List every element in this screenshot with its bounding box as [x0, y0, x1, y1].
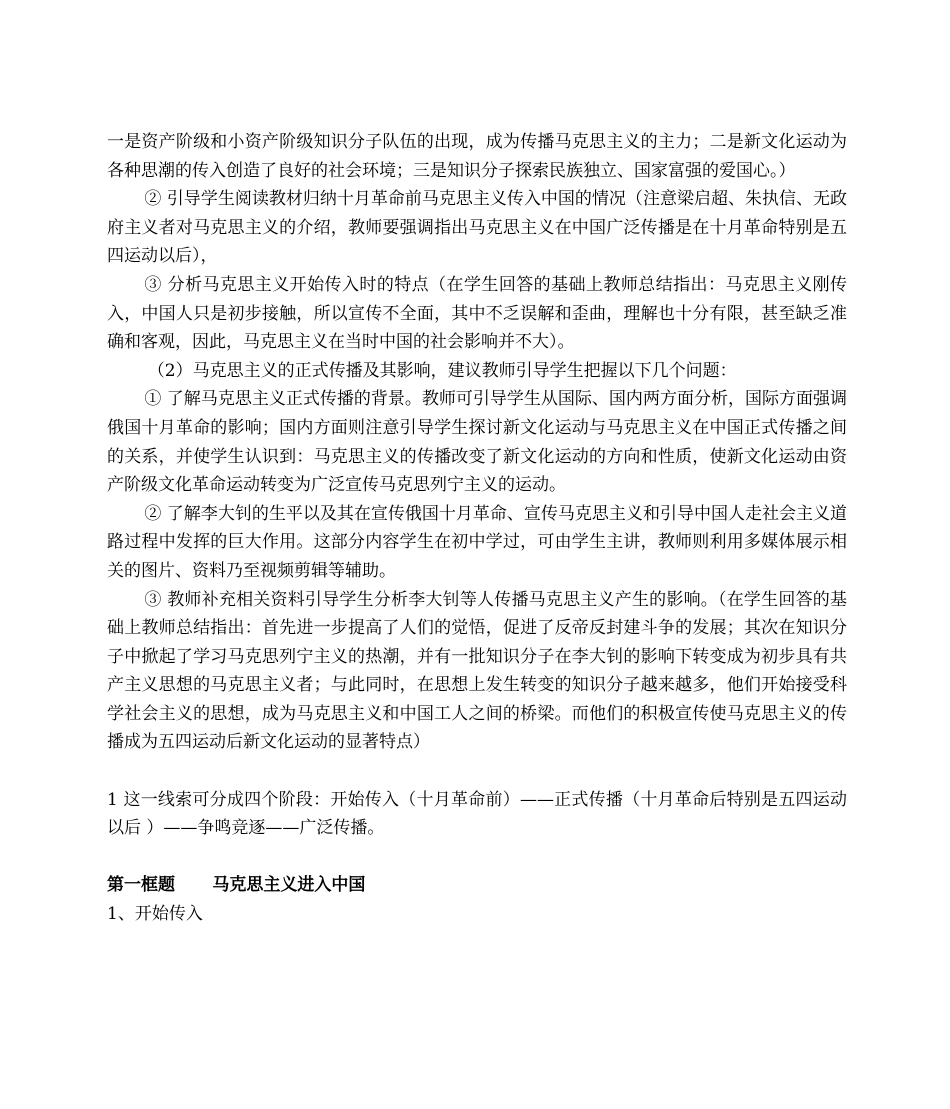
paragraph-section-2: （2）马克思主义的正式传播及其影响，建议教师引导学生把握以下几个问题：: [147, 360, 737, 381]
section-heading-title: 马克思主义进入中国: [212, 875, 366, 896]
section-heading-label: 第一框题: [107, 875, 175, 896]
section-heading: [107, 871, 847, 900]
subheading: 1、开始传入: [107, 904, 203, 925]
paragraph-clue-note: 1 这一线索可分成四个阶段：开始传入（十月革命前）——正式传播（十月革命后特别是五四运动以后 ）——争鸣竞逐——广泛传播。: [107, 789, 847, 839]
document-page: [107, 128, 847, 929]
paragraph-point-2: ② 引导学生阅读教材归纳十月革命前马克思主义传入中国的情况（注意梁启超、朱执信、无政府主义者对马克思主义的介绍，教师要强调指出马克思主义在中国广泛传播是在十月革命特别是五四运动以后），: [107, 189, 847, 267]
paragraph-section-2-point-2: ② 了解李大钊的生平以及其在宣传俄国十月革命、宣传马克思主义和引导中国人走社会主义道路过程中发挥的巨大作用。这部分内容学生在初中学过，可由学生主讲，教师则利用多媒体展示相关的图片、资料乃至视频剪辑等辅助。: [107, 503, 847, 581]
paragraph-section-2-point-1: ① 了解马克思主义正式传播的背景。教师可引导学生从国际、国内两方面分析，国际方面强调俄国十月革命的影响；国内方面则注意引导学生探讨新文化运动与马克思主义在中国正式传播之间的关系，并使学生认识到：马克思主义的传播改变了新文化运动的方向和性质，使新文化运动由资产阶级文化革命运动转变为广泛宣传马克思列宁主义的运动。: [107, 389, 847, 496]
paragraph-section-2-point-3: ③ 教师补充相关资料引导学生分析李大钊等人传播马克思主义产生的影响。（在学生回答的基础上教师总结指出：首先进一步提高了人们的觉悟，促进了反帝反封建斗争的发展；其次在知识分子中掀起了学习马克思列宁主义的热潮，并有一批知识分子在李大钊的影响下转变成为初步具有共产主义思想的马克思主义者；与此同时，在思想上发生转变的知识分子越来越多，他们开始接受科学社会主义的思想，成为马克思主义和中国工人之间的桥梁。而他们的积极宣传使马克思主义的传播成为五四运动后新文化运动的显著特点）: [107, 589, 847, 753]
paragraph-intro-continuation: 一是资产阶级和小资产阶级知识分子队伍的出现，成为传播马克思主义的主力；二是新文化运动为各种思潮的传入创造了良好的社会环境；三是知识分子探索民族独立、国家富强的爱国心。）: [107, 132, 847, 181]
paragraph-point-3: ③ 分析马克思主义开始传入时的特点（在学生回答的基础上教师总结指出：马克思主义刚传入，中国人只是初步接触，所以宣传不全面，其中不乏误解和歪曲，理解也十分有限，甚至缺乏准确和客观，因此，马克思主义在当时中国的社会影响并不大）。: [107, 274, 847, 353]
